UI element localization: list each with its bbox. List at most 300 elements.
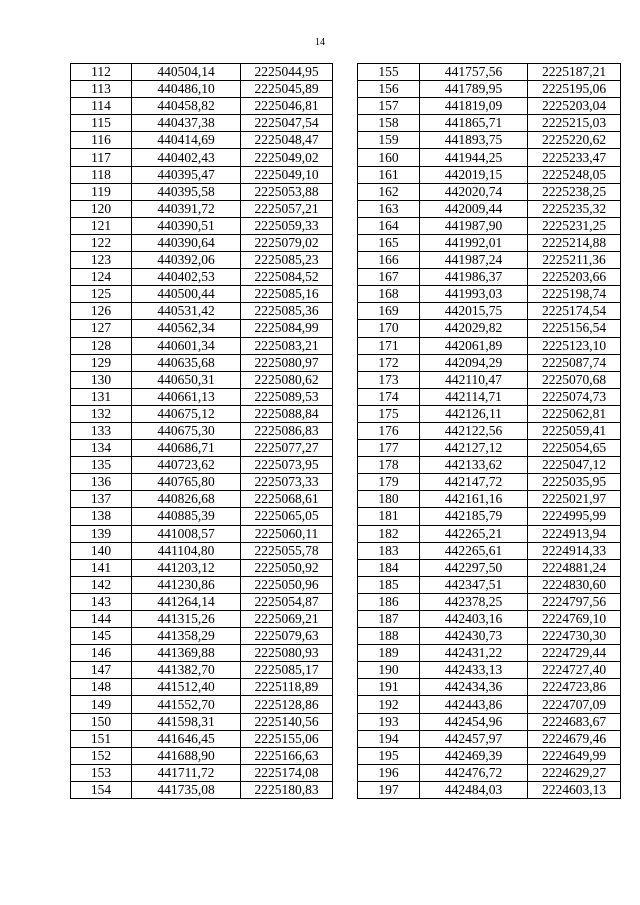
- y-coordinate-cell: 2224730,30: [528, 628, 621, 645]
- table-row: [71, 217, 333, 234]
- point-number-cell: 183: [358, 542, 420, 559]
- x-coordinate-cell: 440826,68: [132, 491, 241, 508]
- point-number-cell: 134: [71, 440, 132, 457]
- table-row: [71, 405, 333, 422]
- table-row: [358, 320, 621, 337]
- point-number-cell: 195: [358, 747, 420, 764]
- x-coordinate-cell: 440650,31: [132, 371, 241, 388]
- y-coordinate-cell: 2224679,46: [528, 730, 621, 747]
- y-coordinate-cell: 2224723,86: [528, 679, 621, 696]
- x-coordinate-cell: 440395,58: [132, 183, 241, 200]
- y-coordinate-cell: 2224729,44: [528, 645, 621, 662]
- x-coordinate-cell: 442476,72: [420, 764, 528, 781]
- y-coordinate-cell: 2225248,05: [528, 166, 621, 183]
- point-number-cell: 162: [358, 183, 420, 200]
- y-coordinate-cell: 2225068,61: [241, 491, 333, 508]
- x-coordinate-cell: 440402,43: [132, 149, 241, 166]
- x-coordinate-cell: 442403,16: [420, 611, 528, 628]
- y-coordinate-cell: 2224629,27: [528, 764, 621, 781]
- point-number-cell: 160: [358, 149, 420, 166]
- x-coordinate-cell: 440723,62: [132, 457, 241, 474]
- point-number-cell: 164: [358, 217, 420, 234]
- point-number-cell: 112: [71, 64, 132, 81]
- table-row: [71, 149, 333, 166]
- table-row: [71, 457, 333, 474]
- y-coordinate-cell: 2225220,62: [528, 132, 621, 149]
- point-number-cell: 189: [358, 645, 420, 662]
- table-row: [71, 440, 333, 457]
- y-coordinate-cell: 2225046,81: [241, 98, 333, 115]
- point-number-cell: 148: [71, 679, 132, 696]
- y-coordinate-cell: 2225233,47: [528, 149, 621, 166]
- x-coordinate-cell: 442110,47: [420, 371, 528, 388]
- x-coordinate-cell: 441819,09: [420, 98, 528, 115]
- x-coordinate-cell: 440686,71: [132, 440, 241, 457]
- point-number-cell: 182: [358, 525, 420, 542]
- x-coordinate-cell: 441987,90: [420, 217, 528, 234]
- point-number-cell: 152: [71, 747, 132, 764]
- point-number-cell: 161: [358, 166, 420, 183]
- table-row: [71, 679, 333, 696]
- x-coordinate-cell: 440390,64: [132, 234, 241, 251]
- table-row: [358, 132, 621, 149]
- table-row: [71, 696, 333, 713]
- x-coordinate-cell: 441992,01: [420, 234, 528, 251]
- y-coordinate-cell: 2225074,73: [528, 388, 621, 405]
- table-row: [71, 645, 333, 662]
- table-row: [71, 593, 333, 610]
- x-coordinate-cell: 441598,31: [132, 713, 241, 730]
- point-number-cell: 194: [358, 730, 420, 747]
- x-coordinate-cell: 440765,80: [132, 474, 241, 491]
- table-row: [71, 559, 333, 576]
- x-coordinate-cell: 442127,12: [420, 440, 528, 457]
- table-row: [71, 200, 333, 217]
- x-coordinate-cell: 441008,57: [132, 525, 241, 542]
- x-coordinate-cell: 442443,86: [420, 696, 528, 713]
- x-coordinate-cell: 440885,39: [132, 508, 241, 525]
- point-number-cell: 142: [71, 576, 132, 593]
- x-coordinate-cell: 441512,40: [132, 679, 241, 696]
- point-number-cell: 147: [71, 662, 132, 679]
- y-coordinate-cell: 2225073,95: [241, 457, 333, 474]
- x-coordinate-cell: 442029,82: [420, 320, 528, 337]
- y-coordinate-cell: 2225203,66: [528, 269, 621, 286]
- point-number-cell: 119: [71, 183, 132, 200]
- point-number-cell: 125: [71, 286, 132, 303]
- point-number-cell: 190: [358, 662, 420, 679]
- y-coordinate-cell: 2225187,21: [528, 64, 621, 81]
- x-coordinate-cell: 442185,79: [420, 508, 528, 525]
- point-number-cell: 158: [358, 115, 420, 132]
- table-row: [71, 662, 333, 679]
- table-row: [358, 645, 621, 662]
- point-number-cell: 141: [71, 559, 132, 576]
- y-coordinate-cell: 2225085,23: [241, 252, 333, 269]
- point-number-cell: 159: [358, 132, 420, 149]
- x-coordinate-cell: 441711,72: [132, 764, 241, 781]
- y-coordinate-cell: 2225088,84: [241, 405, 333, 422]
- table-row: [71, 542, 333, 559]
- coordinates-table-left: [70, 63, 333, 799]
- point-number-cell: 138: [71, 508, 132, 525]
- table-row: [71, 747, 333, 764]
- y-coordinate-cell: 2224830,60: [528, 576, 621, 593]
- x-coordinate-cell: 442019,15: [420, 166, 528, 183]
- point-number-cell: 166: [358, 252, 420, 269]
- point-number-cell: 170: [358, 320, 420, 337]
- coordinates-table-left-body: [71, 64, 333, 799]
- point-number-cell: 133: [71, 422, 132, 439]
- point-number-cell: 137: [71, 491, 132, 508]
- x-coordinate-cell: 442265,61: [420, 542, 528, 559]
- x-coordinate-cell: 442015,75: [420, 303, 528, 320]
- y-coordinate-cell: 2224649,99: [528, 747, 621, 764]
- y-coordinate-cell: 2225087,74: [528, 354, 621, 371]
- point-number-cell: 187: [358, 611, 420, 628]
- table-row: [358, 354, 621, 371]
- table-row: [358, 149, 621, 166]
- table-row: [71, 64, 333, 81]
- x-coordinate-cell: 442434,36: [420, 679, 528, 696]
- x-coordinate-cell: 442009,44: [420, 200, 528, 217]
- table-row: [71, 81, 333, 98]
- x-coordinate-cell: 440392,06: [132, 252, 241, 269]
- point-number-cell: 150: [71, 713, 132, 730]
- point-number-cell: 139: [71, 525, 132, 542]
- x-coordinate-cell: 442161,16: [420, 491, 528, 508]
- point-number-cell: 180: [358, 491, 420, 508]
- x-coordinate-cell: 442297,50: [420, 559, 528, 576]
- x-coordinate-cell: 441315,26: [132, 611, 241, 628]
- point-number-cell: 191: [358, 679, 420, 696]
- y-coordinate-cell: 2225054,87: [241, 593, 333, 610]
- table-row: [358, 405, 621, 422]
- x-coordinate-cell: 440531,42: [132, 303, 241, 320]
- point-number-cell: 181: [358, 508, 420, 525]
- x-coordinate-cell: 441264,14: [132, 593, 241, 610]
- x-coordinate-cell: 440500,44: [132, 286, 241, 303]
- x-coordinate-cell: 440635,68: [132, 354, 241, 371]
- y-coordinate-cell: 2225195,06: [528, 81, 621, 98]
- point-number-cell: 179: [358, 474, 420, 491]
- y-coordinate-cell: 2225155,06: [241, 730, 333, 747]
- x-coordinate-cell: 442061,89: [420, 337, 528, 354]
- point-number-cell: 127: [71, 320, 132, 337]
- y-coordinate-cell: 2225077,27: [241, 440, 333, 457]
- x-coordinate-cell: 442469,39: [420, 747, 528, 764]
- y-coordinate-cell: 2225047,12: [528, 457, 621, 474]
- table-row: [358, 217, 621, 234]
- table-row: [358, 183, 621, 200]
- table-row: [71, 491, 333, 508]
- table-row: [358, 491, 621, 508]
- x-coordinate-cell: 441944,25: [420, 149, 528, 166]
- x-coordinate-cell: 442431,22: [420, 645, 528, 662]
- x-coordinate-cell: 442126,11: [420, 405, 528, 422]
- table-row: [71, 286, 333, 303]
- point-number-cell: 173: [358, 371, 420, 388]
- x-coordinate-cell: 442347,51: [420, 576, 528, 593]
- y-coordinate-cell: 2225062,81: [528, 405, 621, 422]
- x-coordinate-cell: 441789,95: [420, 81, 528, 98]
- table-row: [358, 286, 621, 303]
- point-number-cell: 117: [71, 149, 132, 166]
- y-coordinate-cell: 2225174,08: [241, 764, 333, 781]
- point-number-cell: 155: [358, 64, 420, 81]
- y-coordinate-cell: 2225140,56: [241, 713, 333, 730]
- table-row: [358, 576, 621, 593]
- x-coordinate-cell: 440402,53: [132, 269, 241, 286]
- table-row: [71, 713, 333, 730]
- table-row: [71, 98, 333, 115]
- x-coordinate-cell: 440675,12: [132, 405, 241, 422]
- table-row: [358, 525, 621, 542]
- point-number-cell: 123: [71, 252, 132, 269]
- table-row: [71, 611, 333, 628]
- point-number-cell: 131: [71, 388, 132, 405]
- table-row: [358, 730, 621, 747]
- table-row: [358, 166, 621, 183]
- x-coordinate-cell: 442484,03: [420, 781, 528, 798]
- y-coordinate-cell: 2225215,03: [528, 115, 621, 132]
- x-coordinate-cell: 440661,13: [132, 388, 241, 405]
- table-row: [71, 234, 333, 251]
- y-coordinate-cell: 2225084,99: [241, 320, 333, 337]
- x-coordinate-cell: 440437,38: [132, 115, 241, 132]
- table-row: [358, 713, 621, 730]
- point-number-cell: 149: [71, 696, 132, 713]
- point-number-cell: 165: [358, 234, 420, 251]
- point-number-cell: 114: [71, 98, 132, 115]
- y-coordinate-cell: 2225086,83: [241, 422, 333, 439]
- y-coordinate-cell: 2225080,97: [241, 354, 333, 371]
- table-row: [358, 337, 621, 354]
- table-row: [358, 115, 621, 132]
- point-number-cell: 176: [358, 422, 420, 439]
- y-coordinate-cell: 2225089,53: [241, 388, 333, 405]
- table-row: [358, 662, 621, 679]
- table-row: [71, 422, 333, 439]
- y-coordinate-cell: 2224769,10: [528, 611, 621, 628]
- table-row: [358, 764, 621, 781]
- y-coordinate-cell: 2225060,11: [241, 525, 333, 542]
- x-coordinate-cell: 440391,72: [132, 200, 241, 217]
- point-number-cell: 188: [358, 628, 420, 645]
- y-coordinate-cell: 2225083,21: [241, 337, 333, 354]
- table-row: [71, 337, 333, 354]
- y-coordinate-cell: 2225080,62: [241, 371, 333, 388]
- table-row: [71, 628, 333, 645]
- point-number-cell: 132: [71, 405, 132, 422]
- table-row: [358, 269, 621, 286]
- x-coordinate-cell: 442122,56: [420, 422, 528, 439]
- point-number-cell: 130: [71, 371, 132, 388]
- table-row: [358, 696, 621, 713]
- table-row: [71, 474, 333, 491]
- x-coordinate-cell: 440458,82: [132, 98, 241, 115]
- table-row: [358, 388, 621, 405]
- x-coordinate-cell: 442265,21: [420, 525, 528, 542]
- y-coordinate-cell: 2225070,68: [528, 371, 621, 388]
- table-row: [71, 730, 333, 747]
- x-coordinate-cell: 442378,25: [420, 593, 528, 610]
- point-number-cell: 184: [358, 559, 420, 576]
- point-number-cell: 171: [358, 337, 420, 354]
- table-row: [358, 98, 621, 115]
- y-coordinate-cell: 2225053,88: [241, 183, 333, 200]
- point-number-cell: 168: [358, 286, 420, 303]
- x-coordinate-cell: 442430,73: [420, 628, 528, 645]
- y-coordinate-cell: 2225073,33: [241, 474, 333, 491]
- y-coordinate-cell: 2225084,52: [241, 269, 333, 286]
- x-coordinate-cell: 442114,71: [420, 388, 528, 405]
- x-coordinate-cell: 440675,30: [132, 422, 241, 439]
- point-number-cell: 154: [71, 781, 132, 798]
- point-number-cell: 153: [71, 764, 132, 781]
- point-number-cell: 151: [71, 730, 132, 747]
- y-coordinate-cell: 2225069,21: [241, 611, 333, 628]
- point-number-cell: 124: [71, 269, 132, 286]
- table-row: [358, 611, 621, 628]
- point-number-cell: 174: [358, 388, 420, 405]
- y-coordinate-cell: 2225079,02: [241, 234, 333, 251]
- table-row: [358, 593, 621, 610]
- table-row: [358, 81, 621, 98]
- x-coordinate-cell: 441893,75: [420, 132, 528, 149]
- table-row: [71, 269, 333, 286]
- point-number-cell: 143: [71, 593, 132, 610]
- y-coordinate-cell: 2225198,74: [528, 286, 621, 303]
- table-row: [358, 508, 621, 525]
- table-row: [358, 559, 621, 576]
- x-coordinate-cell: 441993,03: [420, 286, 528, 303]
- table-row: [358, 303, 621, 320]
- y-coordinate-cell: 2225214,88: [528, 234, 621, 251]
- point-number-cell: 129: [71, 354, 132, 371]
- point-number-cell: 136: [71, 474, 132, 491]
- x-coordinate-cell: 440562,34: [132, 320, 241, 337]
- point-number-cell: 118: [71, 166, 132, 183]
- x-coordinate-cell: 441104,80: [132, 542, 241, 559]
- y-coordinate-cell: 2225238,25: [528, 183, 621, 200]
- table-row: [71, 508, 333, 525]
- coordinates-table-right: [357, 63, 621, 799]
- y-coordinate-cell: 2225211,36: [528, 252, 621, 269]
- x-coordinate-cell: 440601,34: [132, 337, 241, 354]
- x-coordinate-cell: 441987,24: [420, 252, 528, 269]
- point-number-cell: 140: [71, 542, 132, 559]
- y-coordinate-cell: 2225055,78: [241, 542, 333, 559]
- point-number-cell: 178: [358, 457, 420, 474]
- point-number-cell: 126: [71, 303, 132, 320]
- point-number-cell: 113: [71, 81, 132, 98]
- table-row: [358, 252, 621, 269]
- table-row: [71, 303, 333, 320]
- point-number-cell: 145: [71, 628, 132, 645]
- y-coordinate-cell: 2225079,63: [241, 628, 333, 645]
- x-coordinate-cell: 440504,14: [132, 64, 241, 81]
- x-coordinate-cell: 442457,97: [420, 730, 528, 747]
- y-coordinate-cell: 2225235,32: [528, 200, 621, 217]
- x-coordinate-cell: 441382,70: [132, 662, 241, 679]
- point-number-cell: 169: [358, 303, 420, 320]
- y-coordinate-cell: 2224707,09: [528, 696, 621, 713]
- point-number-cell: 122: [71, 234, 132, 251]
- y-coordinate-cell: 2225054,65: [528, 440, 621, 457]
- point-number-cell: 135: [71, 457, 132, 474]
- table-row: [71, 132, 333, 149]
- y-coordinate-cell: 2225123,10: [528, 337, 621, 354]
- y-coordinate-cell: 2224727,40: [528, 662, 621, 679]
- point-number-cell: 128: [71, 337, 132, 354]
- y-coordinate-cell: 2224683,67: [528, 713, 621, 730]
- x-coordinate-cell: 441552,70: [132, 696, 241, 713]
- y-coordinate-cell: 2225021,97: [528, 491, 621, 508]
- y-coordinate-cell: 2225203,04: [528, 98, 621, 115]
- x-coordinate-cell: 442094,29: [420, 354, 528, 371]
- point-number-cell: 115: [71, 115, 132, 132]
- x-coordinate-cell: 442454,96: [420, 713, 528, 730]
- table-row: [71, 115, 333, 132]
- point-number-cell: 192: [358, 696, 420, 713]
- y-coordinate-cell: 2225180,83: [241, 781, 333, 798]
- y-coordinate-cell: 2225059,41: [528, 422, 621, 439]
- table-row: [358, 474, 621, 491]
- y-coordinate-cell: 2225035,95: [528, 474, 621, 491]
- y-coordinate-cell: 2224913,94: [528, 525, 621, 542]
- table-row: [358, 440, 621, 457]
- y-coordinate-cell: 2225118,89: [241, 679, 333, 696]
- y-coordinate-cell: 2224797,56: [528, 593, 621, 610]
- x-coordinate-cell: 441688,90: [132, 747, 241, 764]
- table-row: [71, 781, 333, 798]
- table-row: [71, 183, 333, 200]
- y-coordinate-cell: 2225050,96: [241, 576, 333, 593]
- x-coordinate-cell: 440486,10: [132, 81, 241, 98]
- point-number-cell: 172: [358, 354, 420, 371]
- point-number-cell: 175: [358, 405, 420, 422]
- x-coordinate-cell: 442147,72: [420, 474, 528, 491]
- y-coordinate-cell: 2224603,13: [528, 781, 621, 798]
- table-row: [71, 388, 333, 405]
- x-coordinate-cell: 441369,88: [132, 645, 241, 662]
- x-coordinate-cell: 441735,08: [132, 781, 241, 798]
- table-row: [71, 764, 333, 781]
- table-row: [358, 747, 621, 764]
- x-coordinate-cell: 441646,45: [132, 730, 241, 747]
- y-coordinate-cell: 2225085,36: [241, 303, 333, 320]
- point-number-cell: 121: [71, 217, 132, 234]
- x-coordinate-cell: 441865,71: [420, 115, 528, 132]
- y-coordinate-cell: 2225057,21: [241, 200, 333, 217]
- point-number-cell: 186: [358, 593, 420, 610]
- y-coordinate-cell: 2225085,16: [241, 286, 333, 303]
- point-number-cell: 146: [71, 645, 132, 662]
- y-coordinate-cell: 2225065,05: [241, 508, 333, 525]
- table-row: [71, 252, 333, 269]
- table-row: [358, 457, 621, 474]
- y-coordinate-cell: 2225049,10: [241, 166, 333, 183]
- page-number: 14: [315, 37, 325, 48]
- table-row: [358, 64, 621, 81]
- y-coordinate-cell: 2224995,99: [528, 508, 621, 525]
- point-number-cell: 185: [358, 576, 420, 593]
- point-number-cell: 196: [358, 764, 420, 781]
- y-coordinate-cell: 2225044,95: [241, 64, 333, 81]
- table-row: [358, 781, 621, 798]
- point-number-cell: 193: [358, 713, 420, 730]
